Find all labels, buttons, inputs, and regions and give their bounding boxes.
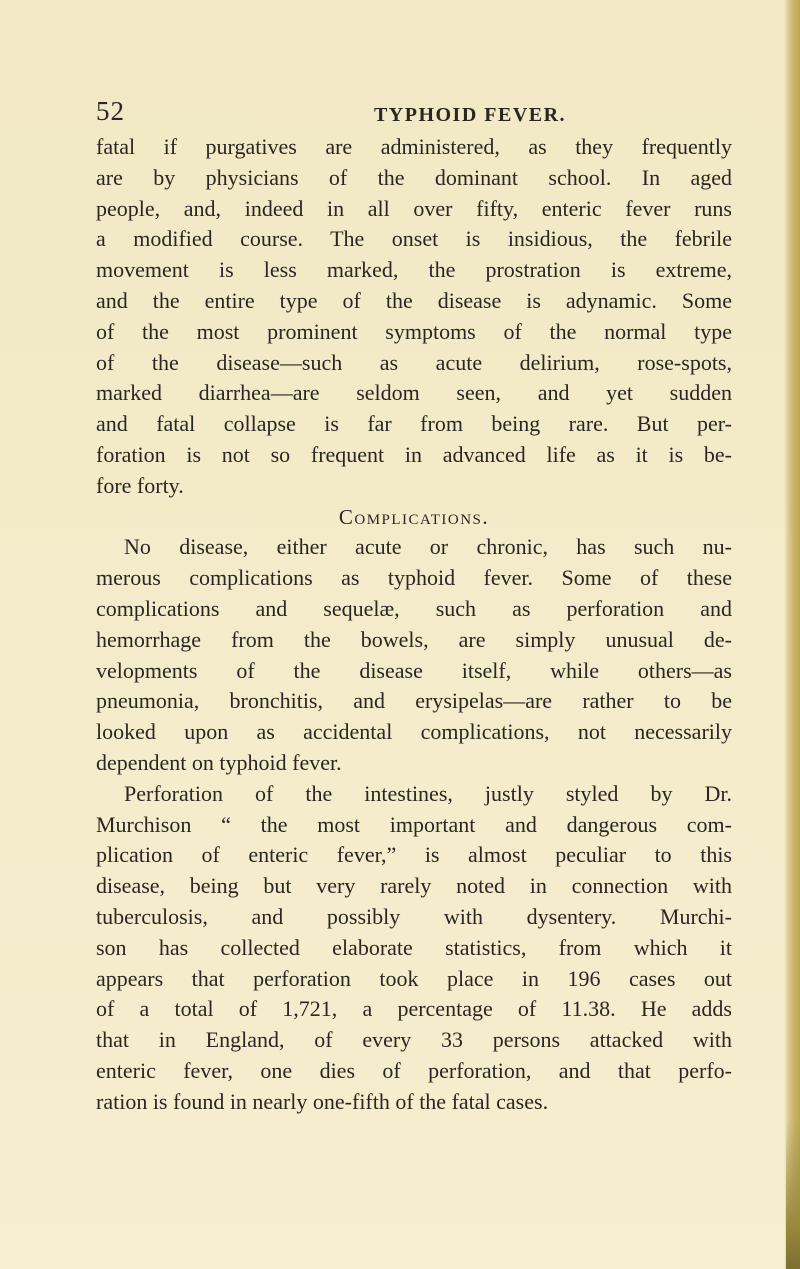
text-line: son has collected elaborate statistics, from which it	[96, 934, 732, 960]
paragraph-1	[96, 132, 732, 502]
text-line: Murchison “ the most important and dangerous com-	[96, 811, 732, 837]
text-line: plication of enteric fever,” is almost peculiar to this	[96, 842, 732, 868]
page-number: 52	[96, 96, 125, 126]
text-line: ration is found in nearly one-fifth of the fatal cases.	[96, 1088, 549, 1114]
text-line: people, and, indeed in all over fifty, enteric fever runs	[96, 195, 732, 221]
text-line: velopments of the disease itself, while others—as	[96, 657, 732, 683]
text-line: are by physicians of the dominant school. In aged	[96, 164, 732, 190]
text-line: foration is not so frequent in advanced life as it is be-	[96, 441, 732, 467]
text-line: fatal if purgatives are administered, as they frequently	[96, 134, 732, 159]
text-line: of a total of 1,721, a percentage of 11.38. He adds	[96, 996, 732, 1022]
text-line: marked diarrhea—are seldom seen, and yet sudden	[96, 380, 732, 406]
text-line: fore forty.	[96, 472, 184, 498]
text-line: Perforation of the intestines, justly styled by Dr.	[124, 780, 732, 806]
text-line: No disease, either acute or chronic, has such nu-	[124, 534, 732, 560]
page-edge-shadow	[784, 0, 800, 1269]
running-head: TYPHOID FEVER.	[373, 104, 567, 126]
text-line: dependent on typhoid fever.	[96, 749, 342, 775]
text-line: a modified course. The onset is insidious, the febrile	[96, 226, 732, 252]
text-line: and fatal collapse is far from being rare. But per-	[96, 411, 732, 437]
text-line: looked upon as accidental complications, not necessarily	[96, 719, 732, 745]
text-line: enteric fever, one dies of perforation, and that perfo-	[96, 1057, 732, 1083]
paragraph-2	[96, 532, 732, 778]
text-line: tuberculosis, and possibly with dysentery. Murchi-	[96, 903, 732, 929]
text-line: of the disease—such as acute delirium, rose-spots,	[96, 349, 732, 375]
text-line: appears that perforation took place in 196 cases out	[96, 965, 732, 991]
page-header	[96, 96, 704, 136]
text-line: complications and sequelæ, such as perforation and	[96, 595, 732, 621]
text-line: that in England, of every 33 persons attacked with	[96, 1027, 732, 1053]
text-line: and the entire type of the disease is adynamic. Some	[96, 287, 732, 313]
section-heading: Complications.	[338, 504, 490, 529]
text-line: merous complications as typhoid fever. Some of these	[96, 565, 732, 591]
body-text	[96, 132, 732, 1118]
text-line: hemorrhage from the bowels, are simply unusual de-	[96, 626, 732, 652]
text-line: movement is less marked, the prostration is extreme,	[96, 257, 732, 283]
text-line: of the most prominent symptoms of the normal type	[96, 318, 732, 344]
text-line: disease, being but very rarely noted in connection with	[96, 873, 732, 899]
page-edge-dark	[786, 1120, 800, 1269]
paragraph-3	[96, 779, 732, 1118]
text-line: pneumonia, bronchitis, and erysipelas—are rather to be	[96, 688, 732, 714]
